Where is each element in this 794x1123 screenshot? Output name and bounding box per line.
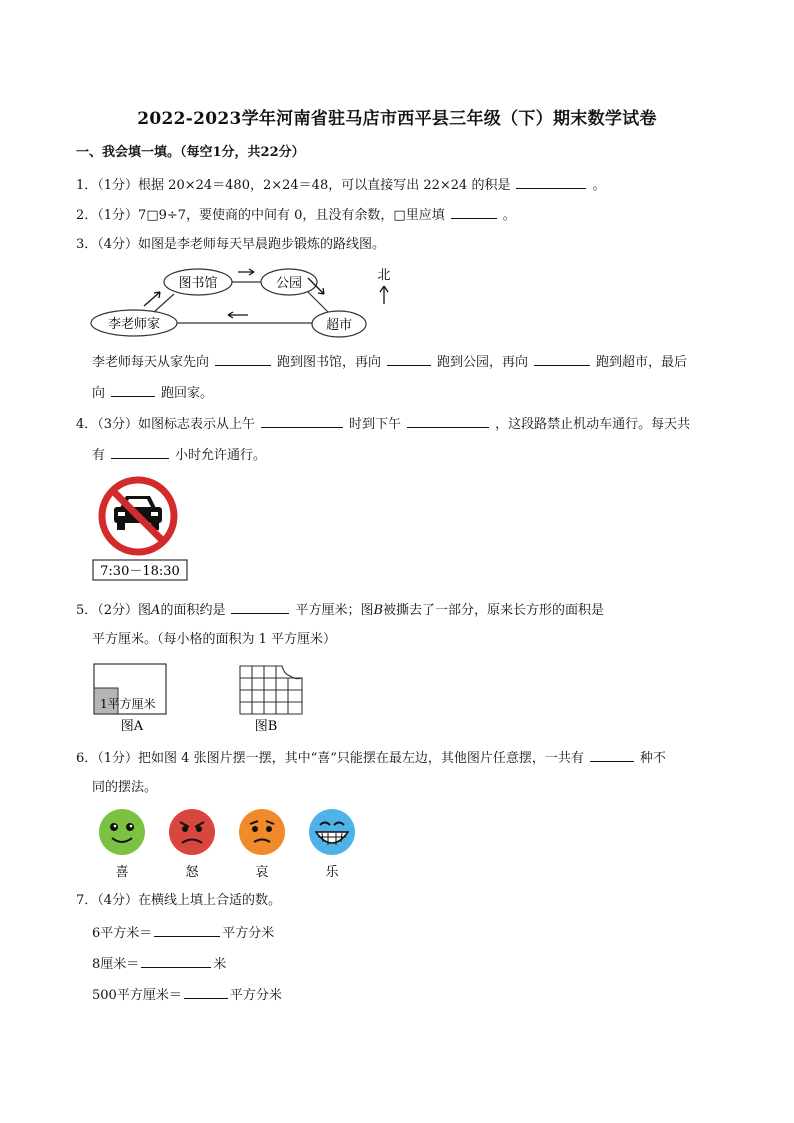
exam-title: 2022-2023学年河南省驻马店市西平县三年级（下）期末数学试卷 (137, 109, 657, 129)
q5-text-c: 平方厘米；图 (295, 603, 374, 618)
question-2 (76, 205, 516, 225)
q7-item-1-left: 6平方米＝ (92, 926, 153, 941)
q4-text-d: 有 (92, 448, 106, 463)
emotion-faces (92, 808, 372, 884)
answer-blank[interactable] (231, 600, 289, 614)
home-label: 李老师家 (107, 317, 161, 332)
happy-face-icon (99, 809, 145, 855)
q5-text-d: 被撕去了一部分，原来长方形的面积是 (383, 603, 605, 618)
q4-text-b: 时到下午 (349, 417, 402, 432)
q6-text-b: 种不 (639, 751, 666, 766)
question-5-line-2: 平方厘米。（每小格的面积为 1 平方厘米） (92, 632, 337, 647)
answer-blank[interactable] (534, 352, 590, 366)
arrow-east-icon (238, 269, 254, 275)
arrow-west-icon (228, 312, 248, 318)
section-1-heading: 一、我会填一填。（每空1分，共22分） (76, 145, 305, 160)
answer-blank[interactable] (590, 748, 634, 762)
route-home-library (154, 294, 174, 312)
figure-b-grid (240, 666, 302, 714)
q4-text-e: 小时允许通行。 (175, 448, 267, 463)
q4-text-c: ，这段路禁止机动车通行。每天共 (495, 417, 691, 432)
q7-item-2-right: 米 (213, 957, 227, 972)
question-5-line-1 (76, 600, 604, 620)
answer-blank[interactable] (111, 445, 169, 459)
q3-text-b: 跑到图书馆，再向 (277, 355, 382, 370)
question-4-line-2 (92, 445, 266, 465)
answer-blank[interactable] (407, 414, 489, 428)
q6-text-a: 6．（1分）把如图 4 张图片摆一摆，其中“喜”只能摆在最左边，其他图片任意摆，一共有 (76, 751, 584, 766)
joy-face-icon (309, 809, 355, 855)
question-7-item-1 (92, 923, 274, 943)
question-1 (76, 175, 605, 195)
answer-blank[interactable] (154, 923, 220, 937)
q7-item-2-left: 8厘米＝ (92, 957, 140, 972)
q7-item-3-right: 平方分米 (229, 988, 282, 1003)
question-7: 7．（4分）在横线上填上合适的数。 (76, 893, 282, 908)
north-arrow-icon (380, 286, 388, 304)
answer-blank[interactable] (215, 352, 271, 366)
question-1-text: 1．（1分）根据 20×24＝480，2×24＝48，可以直接写出 22×24 的积是 (76, 178, 511, 193)
figure-b-caption: 图B (254, 719, 278, 734)
sad-face-icon (239, 809, 285, 855)
answer-blank[interactable] (261, 414, 343, 428)
area-figures (92, 662, 312, 734)
q3-text-a: 李老师每天从家先向 (92, 355, 210, 370)
question-3-line-2 (92, 383, 213, 403)
question-3-line-1 (92, 352, 687, 372)
q5-figure-a-name: A (151, 603, 161, 618)
park-label: 公园 (275, 276, 303, 291)
route-map (88, 264, 408, 344)
question-7-item-2 (92, 954, 226, 974)
face-label-joy: 乐 (325, 865, 339, 880)
question-2-end: 。 (502, 208, 516, 223)
answer-blank[interactable] (184, 985, 228, 999)
arrow-ne-icon (144, 292, 160, 306)
question-6-line-1 (76, 748, 666, 768)
answer-blank[interactable] (387, 352, 431, 366)
face-label-happy: 喜 (115, 865, 129, 880)
q5-figure-b-name: B (373, 603, 384, 618)
question-4-line-1 (76, 414, 690, 434)
q3-text-e: 向 (92, 386, 106, 401)
no-vehicle-sign (92, 476, 192, 584)
q7-item-3-left: 500平方厘米＝ (92, 988, 182, 1003)
q5-text-b: 的面积约是 (160, 603, 226, 618)
q3-text-d: 跑到超市，最后 (596, 355, 688, 370)
figure-a-unit-label: 1平方厘米 (100, 697, 156, 711)
library-label: 图书馆 (178, 276, 218, 291)
market-label: 超市 (325, 318, 353, 333)
angry-face-icon (169, 809, 215, 855)
question-3: 3．（4分）如图是李老师每天早晨跑步锻炼的路线图。 (76, 237, 386, 252)
north-label: 北 (377, 268, 391, 283)
face-label-angry: 怒 (185, 865, 199, 880)
q5-text-a: 5．（2分）图 (76, 603, 152, 618)
question-2-text: 2．（1分）7□9÷7，要使商的中间有 0，且没有余数，□里应填 (76, 208, 445, 223)
q7-item-1-right: 平方分米 (222, 926, 275, 941)
sign-time-text: 7:30－18:30 (100, 564, 180, 579)
q3-text-c: 跑到公园，再向 (437, 355, 529, 370)
answer-blank[interactable] (111, 383, 155, 397)
question-6-line-2: 同的摆法。 (92, 780, 158, 795)
question-1-end: 。 (592, 178, 606, 193)
answer-blank[interactable] (141, 954, 211, 968)
figure-a-caption: 图A (120, 719, 144, 734)
answer-blank[interactable] (516, 175, 586, 189)
question-7-item-3 (92, 985, 282, 1005)
q3-text-f: 跑回家。 (161, 386, 214, 401)
route-park-market (308, 292, 328, 312)
answer-blank[interactable] (451, 205, 497, 219)
q4-text-a: 4．（3分）如图标志表示从上午 (76, 417, 256, 432)
face-label-sad: 哀 (255, 865, 269, 880)
